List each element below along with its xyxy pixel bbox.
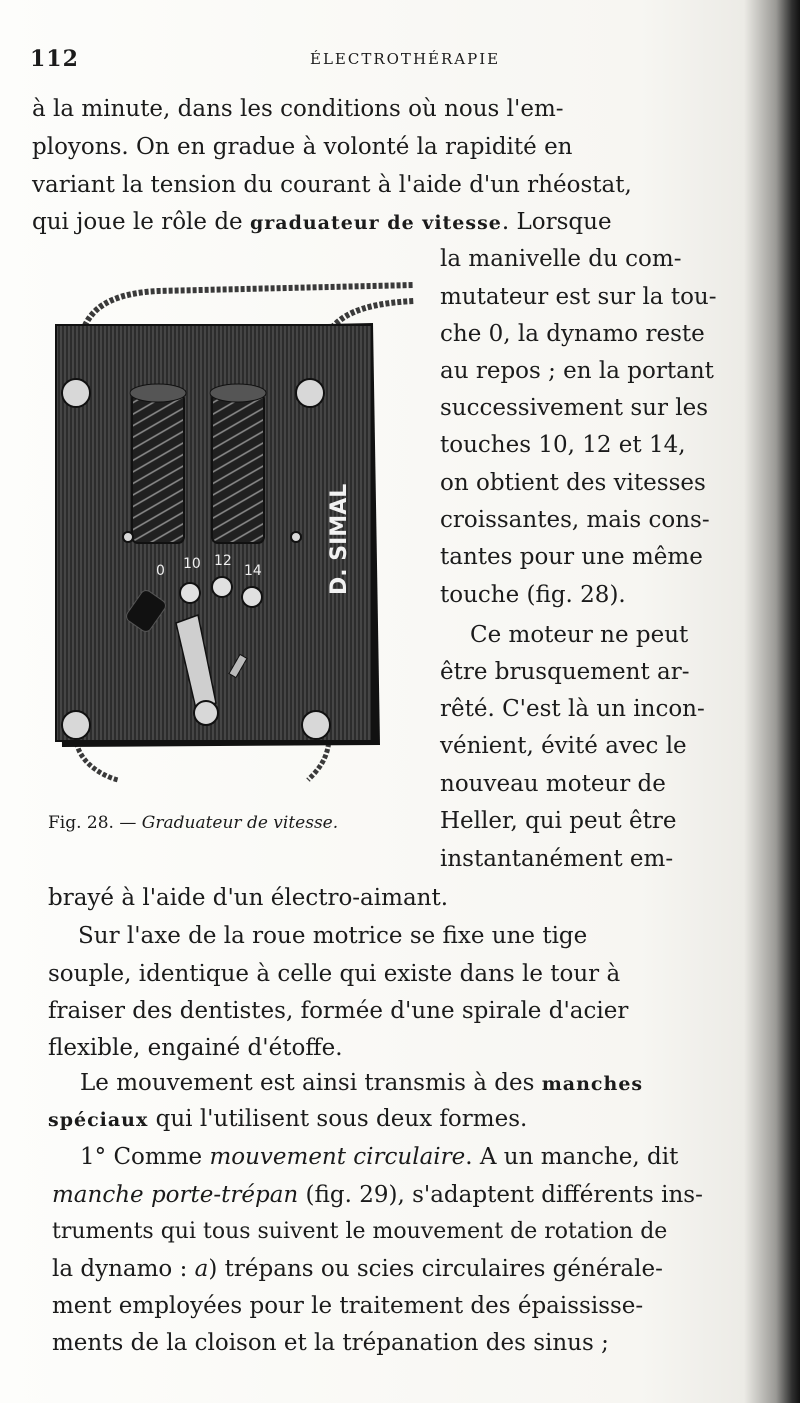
text-span: (fig. 29), s'adaptent différents ins- — [298, 1182, 703, 1208]
text-line: souple, identique à celle qui existe dans le tour à — [48, 961, 621, 987]
contact-label: 10 — [183, 556, 201, 572]
text-line — [48, 1104, 527, 1135]
text-span: . A un manche, dit — [465, 1144, 679, 1170]
text-line: on obtient des vitesses — [440, 470, 706, 496]
text-line: truments qui tous suivent le mouvement de rotation de — [52, 1219, 668, 1244]
text-line: croissantes, mais cons- — [440, 507, 710, 533]
figure-speed-regulator — [48, 275, 428, 790]
maker-mark: D. SIMAL — [327, 483, 352, 595]
figure-caption — [48, 813, 338, 833]
text-line: ployons. On en gradue à volonté la rapidité en — [32, 134, 573, 160]
text-line: la manivelle du com- — [440, 246, 682, 272]
caption-prefix: Fig. 28. — — [48, 813, 142, 833]
text-line: instantanément em- — [440, 846, 674, 872]
text-line — [52, 1254, 663, 1284]
text-line — [80, 1068, 643, 1099]
page-header — [30, 46, 750, 76]
text-line: ment employées pour le traitement des épaississe- — [52, 1293, 644, 1319]
text-span: Le mouvement est ainsi transmis à des — [80, 1070, 542, 1096]
text-span: qui joue le rôle de — [32, 209, 250, 235]
text-line: mutateur est sur la tou- — [440, 284, 717, 310]
text-line — [80, 1142, 678, 1172]
text-span: 1° Comme — [80, 1144, 210, 1170]
text-line — [32, 207, 612, 238]
text-line: tantes pour une même — [440, 544, 703, 570]
text-line: Heller, qui peut être — [440, 808, 677, 834]
text-line — [32, 170, 632, 200]
caption-title: Graduateur de vitesse. — [141, 813, 339, 833]
text-line: nouveau moteur de — [440, 771, 666, 797]
text-span: ) trépans ou scies circulaires générale- — [208, 1256, 663, 1282]
term-italic: a — [194, 1256, 209, 1282]
text-line: successivement sur les — [440, 395, 709, 421]
text-line: à la minute, dans les conditions où nous l'em- — [32, 96, 564, 122]
text-line: flexible, engainé d'étoffe. — [48, 1035, 343, 1061]
contact-label: 12 — [214, 553, 232, 569]
text-line: ments de la cloison et la trépanation des sinus ; — [52, 1330, 609, 1356]
text-line: Sur l'axe de la roue motrice se fixe une tige — [78, 923, 588, 949]
running-title: ÉLECTROTHÉRAPIE — [310, 50, 501, 68]
term-bold: spéciaux — [48, 1109, 149, 1131]
text-line: touches 10, 12 et 14, — [440, 432, 686, 458]
text-span: qui l'utilisent sous deux formes. — [148, 1106, 528, 1132]
text-line: brayé à l'aide d'un électro-aimant. — [48, 885, 449, 911]
contact-label: 0 — [156, 563, 165, 579]
text-line: rêté. C'est là un incon- — [440, 696, 705, 722]
text-line: fraiser des dentistes, formée d'une spirale d'acier — [48, 998, 629, 1024]
text-span: . Lorsque — [501, 209, 612, 235]
text-line: au repos ; en la portant — [440, 358, 714, 384]
contact-label: 14 — [244, 563, 262, 579]
term-italic: manche porte-trépan — [52, 1182, 299, 1208]
text-line — [52, 1180, 703, 1210]
term-bold: graduateur de vitesse — [249, 212, 502, 234]
text-line: être brusquement ar- — [440, 659, 690, 685]
term-bold: manches — [541, 1073, 644, 1095]
text-line: vénient, évité avec le — [440, 733, 687, 759]
term-italic: mouvement circulaire — [209, 1144, 466, 1170]
page-number: 112 — [30, 46, 79, 72]
text-span: la dynamo : — [52, 1256, 195, 1282]
text-line: Ce moteur ne peut — [470, 622, 689, 648]
text-line: che 0, la dynamo reste — [440, 321, 705, 347]
text-span: variant la tension du courant à l'aide d'un rhéostat, — [32, 172, 632, 198]
text-line: touche (fig. 28). — [440, 582, 626, 608]
